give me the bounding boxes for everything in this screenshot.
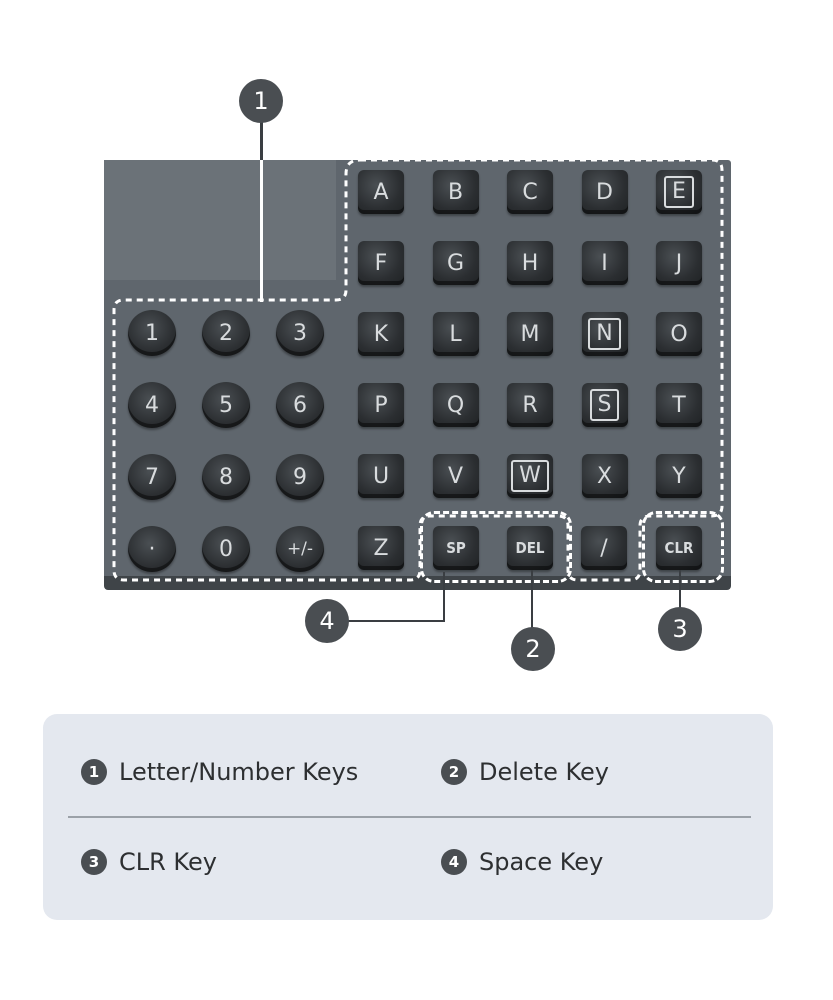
legend-label-1: Letter/Number Keys	[119, 758, 359, 786]
key-label: W	[511, 460, 549, 492]
key-label: P	[374, 392, 388, 418]
callout-marker-2: 2	[511, 627, 555, 671]
key-label: R	[522, 392, 538, 418]
key-label: F	[374, 250, 388, 276]
legend-label-3: CLR Key	[119, 848, 217, 876]
key-eight[interactable]: 8	[202, 454, 250, 500]
legend-badge-1: 1	[81, 759, 107, 785]
key-label: U	[372, 463, 390, 489]
key-label: B	[447, 179, 464, 205]
callout-marker-3: 3	[658, 607, 702, 651]
key-z[interactable]: Z	[358, 526, 404, 570]
callout-marker-1: 1	[239, 79, 283, 123]
legend-label-2: Delete Key	[479, 758, 609, 786]
key-label: J	[675, 250, 683, 276]
key-slash[interactable]: /	[581, 526, 627, 570]
key-label: I	[601, 250, 608, 276]
leader-line-2	[531, 570, 533, 632]
legend-item-space	[441, 848, 603, 876]
key-label: H	[521, 250, 539, 276]
key-space[interactable]: SP	[433, 526, 479, 570]
key-decimal[interactable]: ·	[128, 526, 176, 572]
callout-marker-4: 4	[305, 599, 349, 643]
key-five[interactable]: 5	[202, 382, 250, 428]
key-label: Y	[672, 463, 686, 489]
legend-item-clr	[81, 848, 217, 876]
legend-item-letter-number	[81, 758, 358, 786]
key-three[interactable]: 3	[276, 310, 324, 356]
leader-line-1-top	[260, 118, 263, 160]
key-six[interactable]: 6	[276, 382, 324, 428]
key-label: E	[664, 176, 694, 208]
key-nine[interactable]: 9	[276, 454, 324, 500]
legend-item-delete	[441, 758, 609, 786]
legend-label-4: Space Key	[479, 848, 604, 876]
key-label: T	[672, 392, 686, 418]
key-label: A	[373, 179, 389, 205]
leader-line-4	[345, 620, 445, 622]
key-label: Q	[446, 392, 465, 418]
key-label: C	[522, 179, 538, 205]
key-four[interactable]: 4	[128, 382, 176, 428]
key-plus-minus[interactable]: +/-	[276, 526, 324, 572]
key-label: G	[446, 250, 465, 276]
key-delete[interactable]: DEL	[507, 526, 553, 570]
legend-separator	[68, 816, 751, 818]
key-label: L	[449, 321, 462, 347]
key-clr[interactable]: CLR	[656, 526, 702, 570]
legend-box	[43, 714, 773, 920]
key-label: O	[670, 321, 688, 347]
leader-line-4-v	[443, 572, 445, 622]
key-label: N	[588, 318, 620, 350]
key-label: D	[596, 179, 613, 205]
key-label: V	[447, 463, 464, 489]
legend-badge-4: 4	[441, 849, 467, 875]
legend-badge-2: 2	[441, 759, 467, 785]
key-label: M	[520, 321, 540, 347]
legend-badge-3: 3	[81, 849, 107, 875]
key-label: K	[373, 321, 389, 347]
key-label: S	[590, 389, 620, 421]
key-zero[interactable]: 0	[202, 526, 250, 572]
key-two[interactable]: 2	[202, 310, 250, 356]
key-one[interactable]: 1	[128, 310, 176, 356]
key-seven[interactable]: 7	[128, 454, 176, 500]
key-label: X	[596, 463, 613, 489]
